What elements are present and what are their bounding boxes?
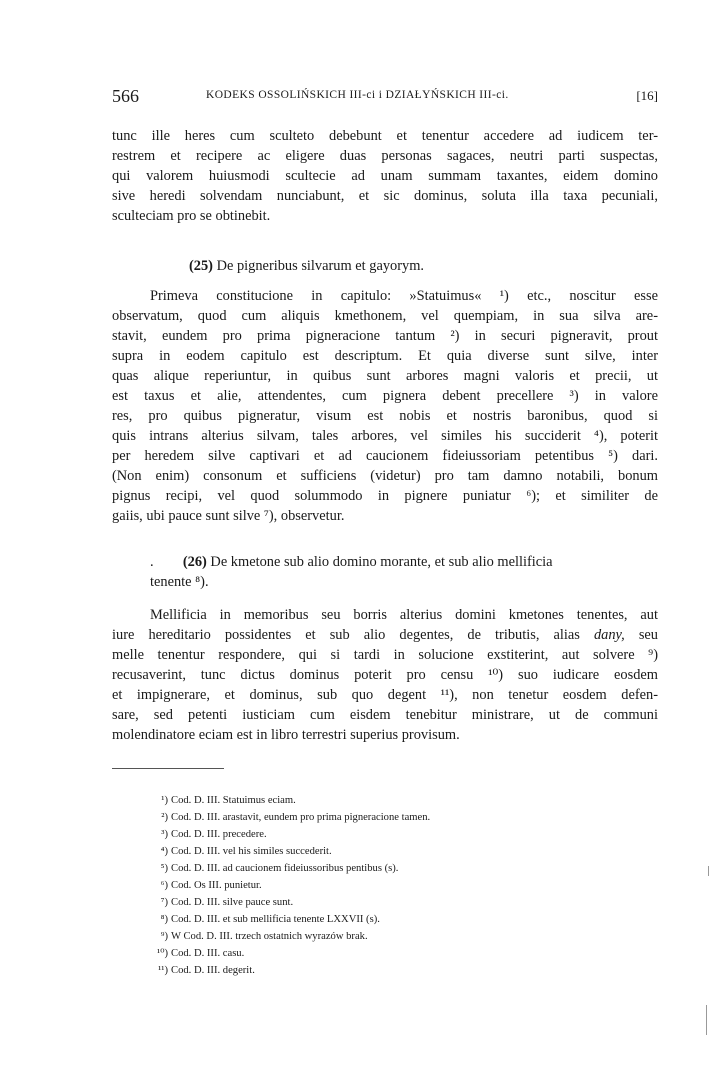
section-title: De pigneribus silvarum et gayorym. xyxy=(216,258,425,274)
text-line: pignus recipi, vel quod solummodo in pignere puniatur ⁶); et similiter de xyxy=(112,488,658,504)
text-line: tunc ille heres cum sculteto debebunt et tenentur accedere ad iudicem ter- xyxy=(112,128,658,144)
footnote: ⁹) W Cod. D. III. trzech ostatnich wyrazów brak. xyxy=(160,931,368,942)
footnote: ¹⁰) Cod. D. III. casu. xyxy=(157,948,245,959)
footnote: ⁷) Cod. D. III. silve pauce sunt. xyxy=(160,897,294,908)
text-line: per heredem silve captivari et ad caucionem fideiussoriam petentibus ⁵) dari. xyxy=(112,448,658,464)
section-title: De kmetone sub alio domino morante, et sub alio mellificia xyxy=(210,554,553,570)
text-line: supra in eodem capitulo est descriptum. Et quia diverse sunt silve, inter xyxy=(112,348,658,364)
bullet-mark: . xyxy=(150,554,154,570)
text-line: Mellificia in memoribus seu borris alterius domini kmetones tenentes, aut xyxy=(150,607,658,623)
footnote: ³) Cod. D. III. precedere. xyxy=(161,829,267,840)
text-line: quas alique reperiuntur, in quibus sunt arbores magni valoris et precii, ut xyxy=(112,368,658,384)
footnote: ⁴) Cod. D. III. vel his similes succederit. xyxy=(160,846,332,857)
footnote: ²) Cod. D. III. arastavit, eundem pro prima pigneracione tamen. xyxy=(161,812,431,823)
text-line: iure hereditario possidentes et sub alio degentes, de tributis, alias dany, seu xyxy=(112,627,658,643)
text-line: quis intrans alterius silvam, tales arbores, vel similes his succiderit ⁴), poterit xyxy=(112,428,658,444)
text-line: sive heredi solvendam nunciabunt, et sic dominus, soluta illa taxa pecuniali, xyxy=(112,188,658,204)
footnote: ⁵) Cod. D. III. ad caucionem fideiussoribus pentibus (s). xyxy=(160,863,399,874)
scan-edge-mark xyxy=(706,1005,707,1035)
text-line: Primeva constitucione in capitulo: »Statuimus« ¹) etc., noscitur esse xyxy=(150,288,658,304)
intro-paragraph xyxy=(112,126,658,226)
section-26-paragraph xyxy=(112,605,658,745)
page-number: 566 xyxy=(112,86,139,106)
section-marker: [16] xyxy=(636,88,658,103)
text-line: (Non enim) consonum et sufficiens (videtur) pro tam damno notabili, bonum xyxy=(112,468,658,484)
running-title: KODEKS OSSOLIŃSKICH III-ci i DZIAŁYŃSKICH III-ci. xyxy=(206,89,509,101)
section-25-paragraph xyxy=(112,286,658,526)
text-line: observatum, quod cum aliquis kmethonem, vel quempiam, in sua silva are- xyxy=(112,308,658,324)
scan-edge-mark xyxy=(708,866,709,876)
footnote-rule xyxy=(112,768,224,769)
text-line: est taxus et alie, attendentes, cum pignera debent precellere ³) in valore xyxy=(112,388,658,404)
text-line: qui valorem huiusmodi scultecie ad unam summam taxantes, eidem domino xyxy=(112,168,658,184)
text-line: stavit, eundem pro prima pigneracione tantum ²) in securi pigneravit, prout xyxy=(112,328,658,344)
text-line: sculteciam pro se obtinebit. xyxy=(112,208,271,224)
running-header xyxy=(112,86,658,108)
text-line: res, pro quibus pigneratur, visum est nobis et nostris baronibus, quod si xyxy=(112,408,658,424)
text-line: gaiis, ubi pauce sunt silve ⁷), observetur. xyxy=(112,508,345,524)
footnote: ⁶) Cod. Os III. punietur. xyxy=(160,880,262,891)
text-line: recusaverint, tunc dictus dominus poterit pro censu ¹⁰) suo iudicare eosdem xyxy=(112,667,658,683)
text-line: molendinatore eciam est in libro terrestri superius provisum. xyxy=(112,727,460,743)
text-line: restrem et recipere ac eligere duas personas sagaces, neutri parti suspectas, xyxy=(112,148,658,164)
text-line: et impignerare, et dominus, sub quo degent ¹¹), non tenetur eosdem defen- xyxy=(112,687,658,703)
section-number: (26) xyxy=(182,554,207,570)
section-number: (25) xyxy=(189,258,213,274)
text-line: melle tenentur respondere, qui si tardi in solucione exstiterint, aut solvere ⁹) xyxy=(112,647,658,663)
section-title-cont: tenente ⁸). xyxy=(150,574,209,590)
text-line: sare, sed petenti iusticiam cum eisdem tenebitur ministrare, ut de communi xyxy=(112,707,658,723)
italic-word: dany, xyxy=(593,627,625,643)
footnote: ⁸) Cod. D. III. et sub mellificia tenente LXXVII (s). xyxy=(160,914,380,925)
section-26-heading xyxy=(150,554,658,594)
footnote: ¹¹) Cod. D. III. degerit. xyxy=(158,965,255,976)
footnote: ¹) Cod. D. III. Statuimus eciam. xyxy=(161,795,296,806)
section-25-heading xyxy=(189,258,424,275)
footnotes xyxy=(148,792,608,979)
